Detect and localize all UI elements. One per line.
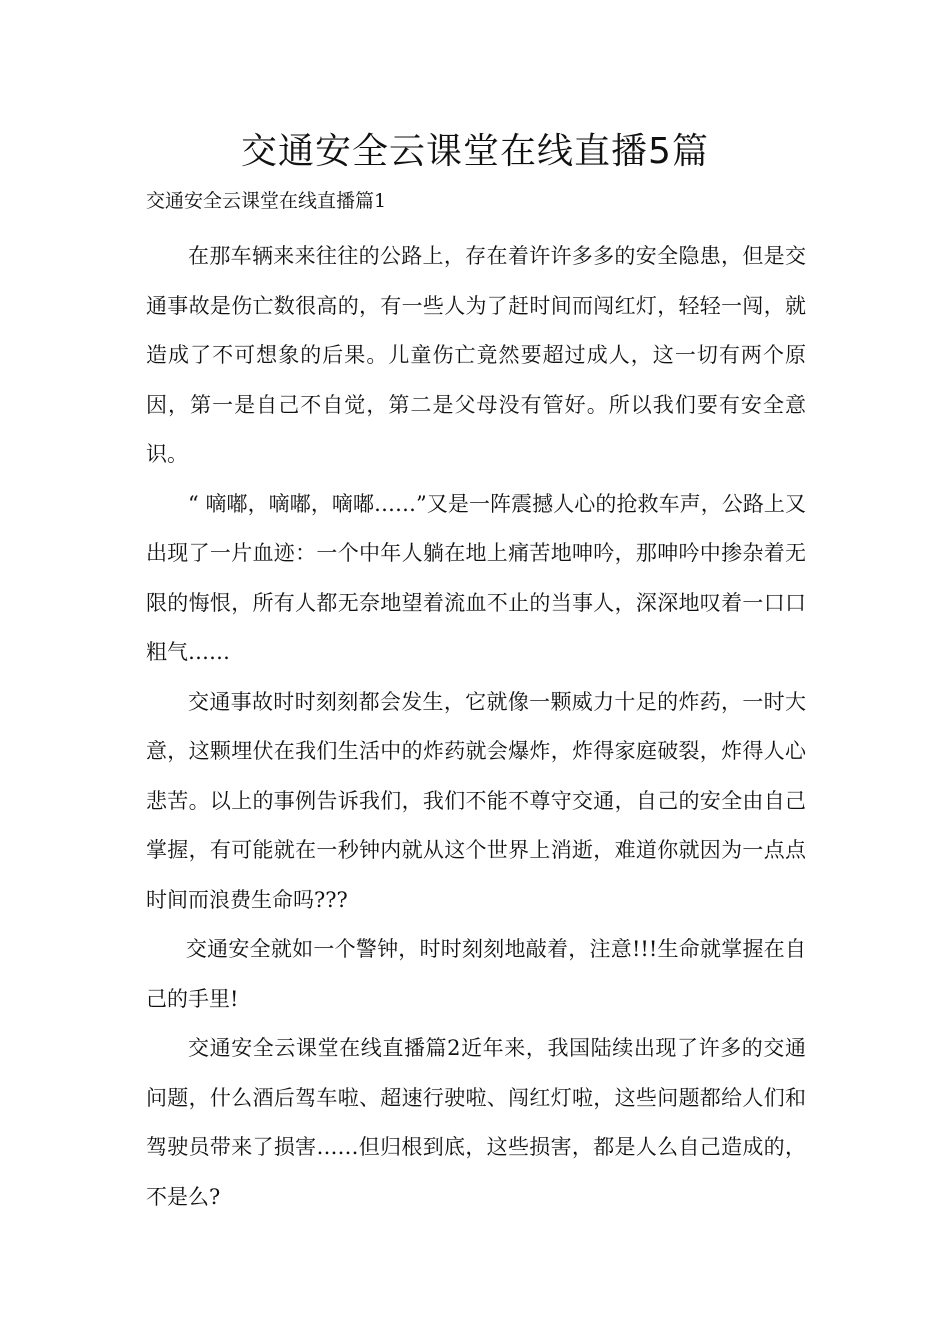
section-heading: 交通安全云课堂在线直播篇1 xyxy=(146,190,387,212)
paragraph-5: 交通安全云课堂在线直播篇2近年来，我国陆续出现了许多的交通问题，什么酒后驾车啦、超速行驶啦、闯红灯啦，这些问题都给人们和驾驶员带来了损害……但归根到底，这些损害，都是人么自己造成的，不是么? xyxy=(146,1036,806,1209)
paragraph-3: 交通事故时时刻刻都会发生，它就像一颗威力十足的炸药，一时大意，这颗埋伏在我们生活中的炸药就会爆炸，炸得家庭破裂，炸得人心悲苦。以上的事例告诉我们，我们不能不尊守交通，自己的安全由自己掌握，有可能就在一秒钟内就从这个世界上消逝，难道你就因为一点点时间而浪费生命吗??? xyxy=(146,689,806,912)
paragraph-4: 交通安全就如一个警钟，时时刻刻地敲着，注意!!!生命就掌握在自己的手里! xyxy=(146,937,806,1011)
document-title: 交通安全云课堂在线直播5篇 xyxy=(241,131,709,172)
paragraph-2: “ 嘀嘟，嘀嘟，嘀嘟……”又是一阵震撼人心的抢救车声，公路上又出现了一片血迹：一个中年人躺在地上痛苦地呻吟，那呻吟中掺杂着无限的悔恨，所有人都无奈地望着流血不止的当事人，深深地叹着一口口粗气…… xyxy=(146,491,806,664)
document-body xyxy=(146,232,806,1222)
paragraph-1: 在那车辆来来往往的公路上，存在着许许多多的安全隐患，但是交通事故是伤亡数很高的，有一些人为了赶时间而闯红灯，轻轻一闯，就造成了不可想象的后果。儿童伤亡竟然要超过成人，这一切有两个原因，第一是自己不自觉，第二是父母没有管好。所以我们要有安全意识。 xyxy=(146,244,806,466)
